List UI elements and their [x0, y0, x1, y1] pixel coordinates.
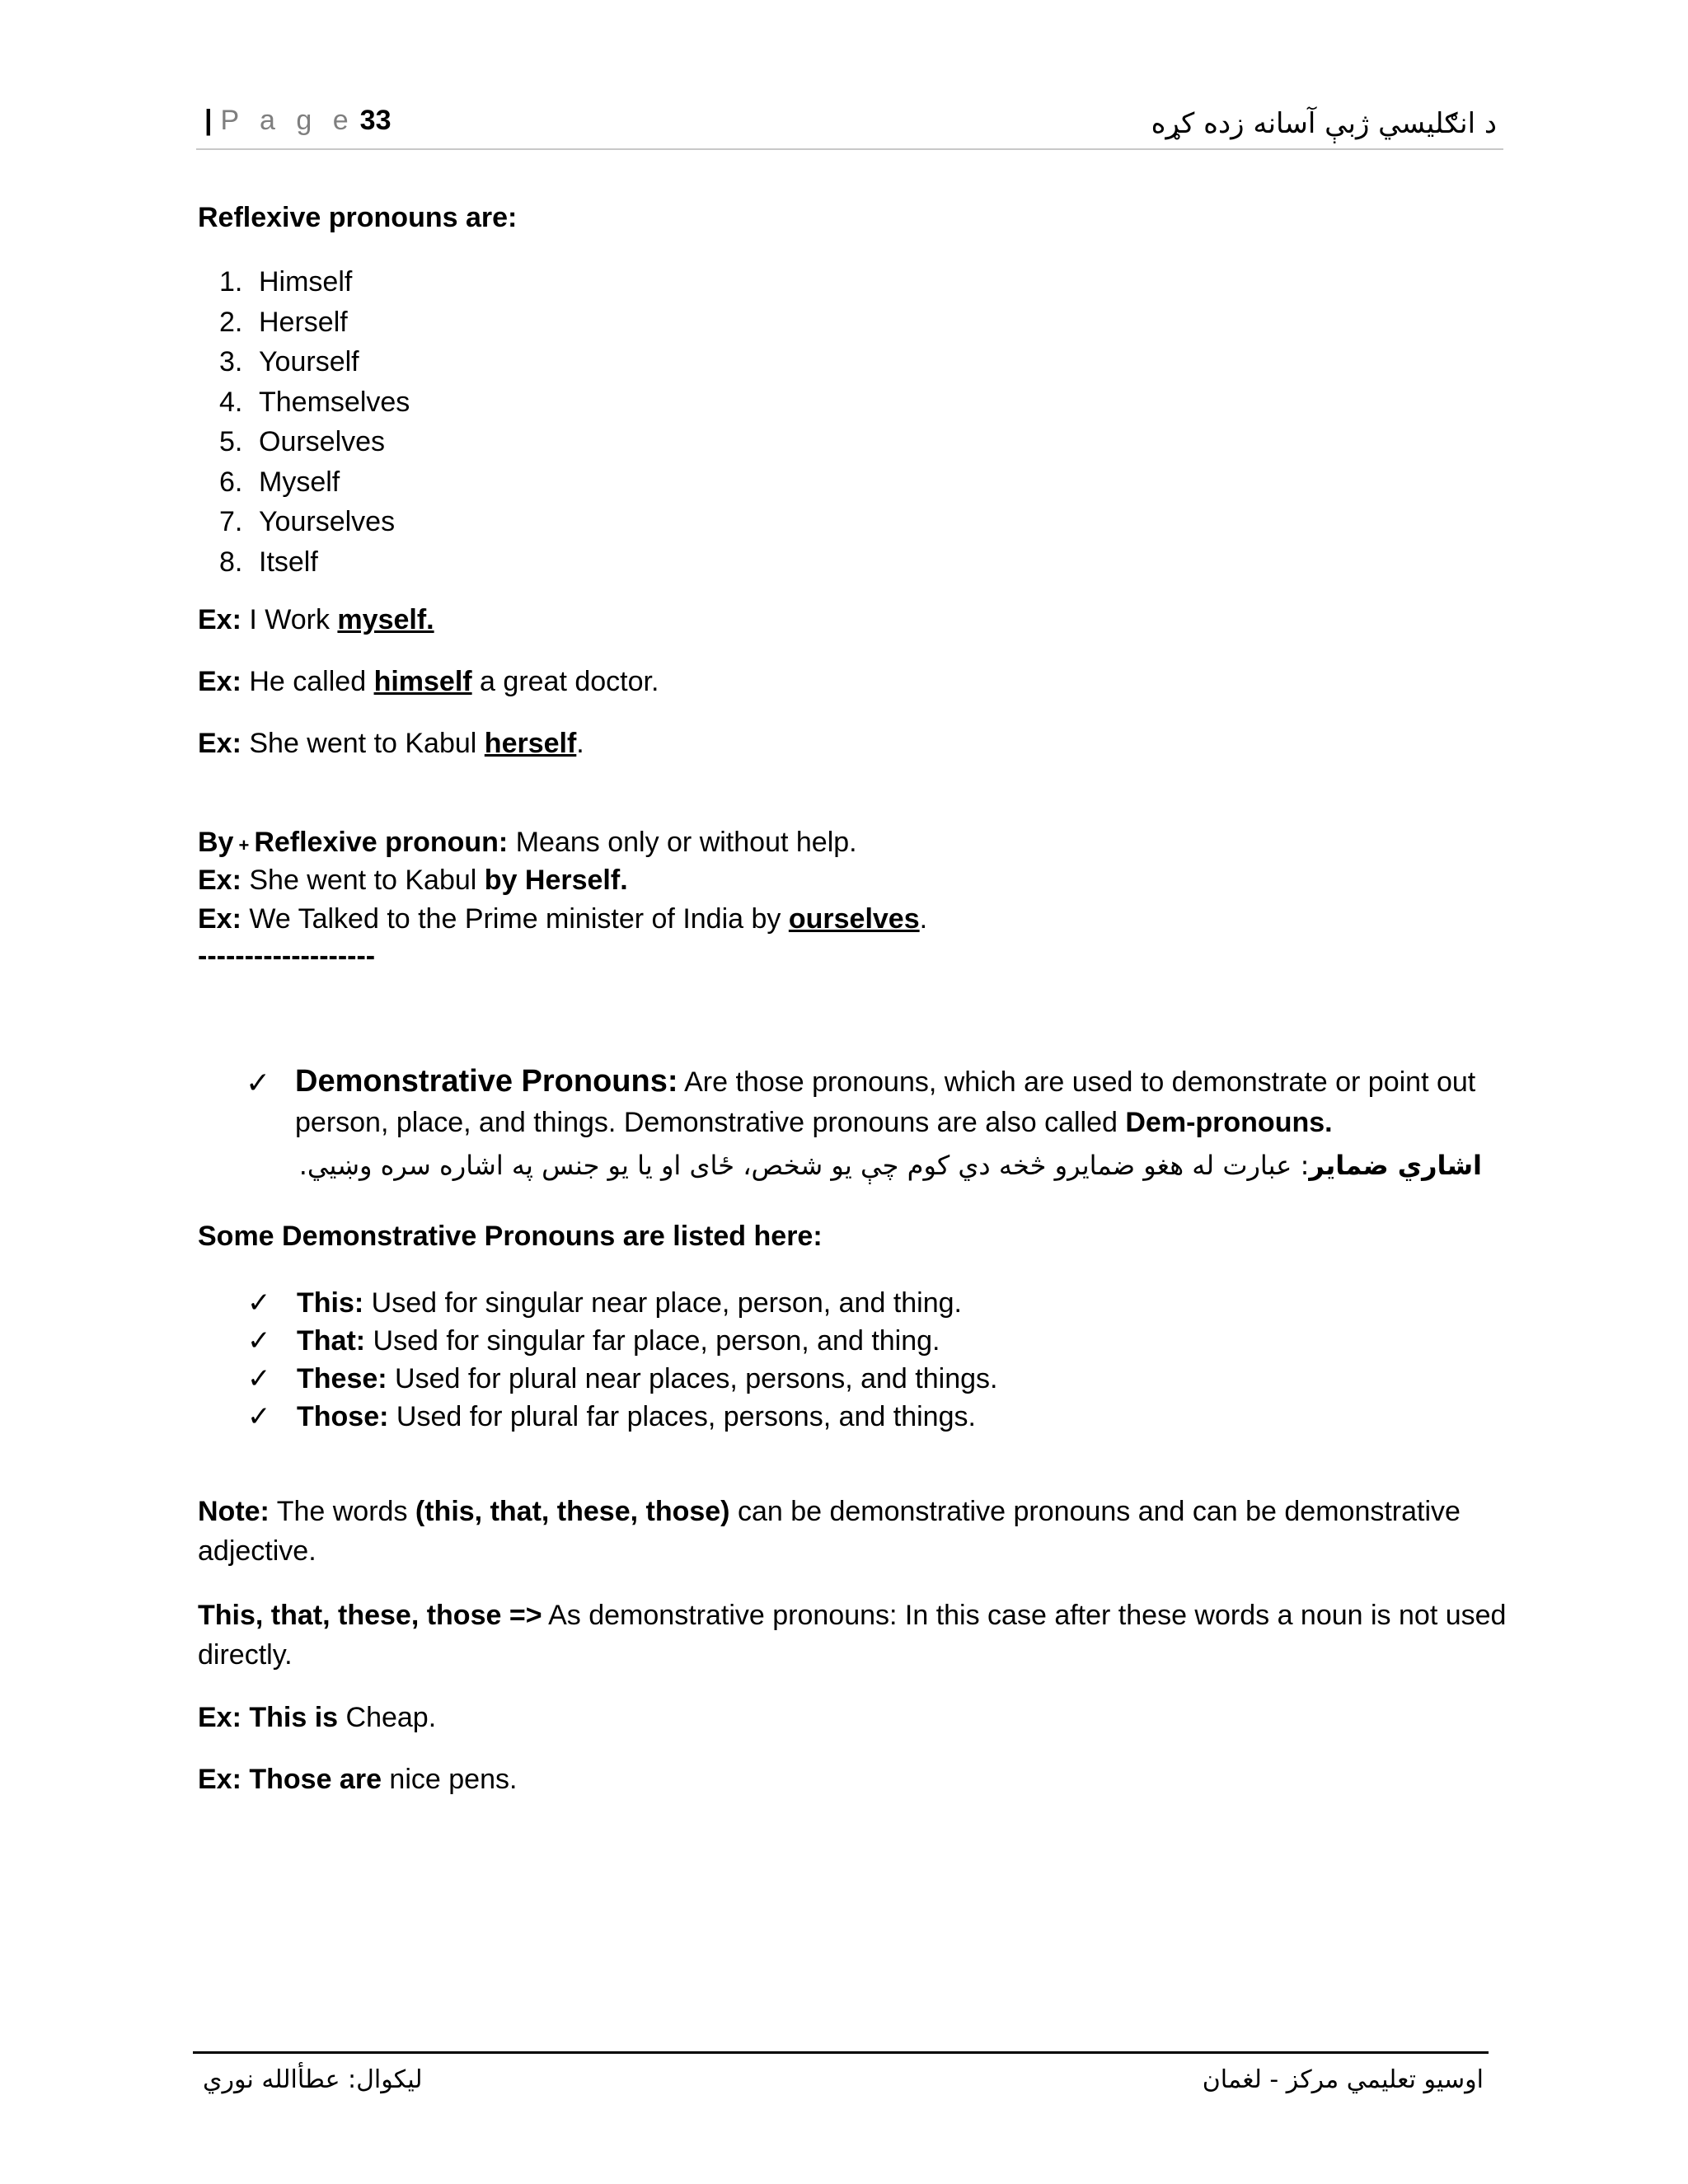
list-item: 1. Himself: [219, 266, 353, 298]
by-reflexive-example-2: Ex: We Talked to the Prime minister of India by ourselves.: [198, 903, 928, 935]
demonstrative-list: [247, 1284, 997, 1436]
section-divider: -------------------: [198, 940, 376, 972]
demonstrative-definition-line-1: Demonstrative Pronouns: Are those pronouns, which are used to demonstrate or point out: [295, 1064, 1476, 1099]
some-demonstrative-heading: Some Demonstrative Pronouns are listed here:: [198, 1221, 823, 1252]
reflexive-example-3: Ex: She went to Kabul herself.: [198, 728, 584, 759]
list-item: ✓ This: Used for singular near place, person, and thing.: [247, 1284, 997, 1322]
usage-line-2: directly.: [198, 1639, 293, 1671]
by-reflexive-example-1: Ex: She went to Kabul by Herself.: [198, 865, 628, 896]
list-item: 2. Herself: [219, 306, 348, 338]
header-page-number: 33: [359, 105, 392, 136]
checkmark-icon: ✓: [247, 1363, 271, 1394]
checkmark-icon: ✓: [247, 1287, 271, 1319]
reflexive-heading: Reflexive pronouns are:: [198, 202, 518, 233]
reflexive-list: [219, 262, 410, 582]
list-item: 6. Myself: [219, 466, 340, 498]
footer-divider: [193, 2051, 1489, 2054]
by-reflexive-definition: By + Reflexive pronoun: Means only or without help.: [198, 827, 857, 858]
list-item: ✓ These: Used for plural near places, persons, and things.: [247, 1360, 997, 1398]
demonstrative-example-1: Ex: This is Cheap.: [198, 1702, 437, 1733]
header-divider: [196, 148, 1503, 150]
pashto-definition: اشاري ضماير: عبارت له هغو ضمايرو څخه دي کوم چې يو شخص، ځاى او يا يو جنس په اشاره سره وښيي.: [298, 1150, 1482, 1181]
page-number-header: [204, 104, 391, 137]
footer-center-name: اوسيو تعليمي مرکز - لغمان: [1202, 2065, 1484, 2094]
list-item: 4. Themselves: [219, 386, 410, 418]
usage-line-1: This, that, these, those => As demonstrative pronouns: In this case after these words a noun is not used: [198, 1600, 1507, 1631]
reflexive-example-1: Ex: I Work myself.: [198, 604, 434, 635]
list-item: 7. Yourselves: [219, 506, 396, 537]
checkmark-icon: ✓: [246, 1066, 271, 1099]
note-line-1: Note: The words (this, that, these, those) can be demonstrative pronouns and can be demonstrative: [198, 1496, 1461, 1527]
list-item: 3. Yourself: [219, 346, 359, 377]
list-item: ✓ That: Used for singular far place, person, and thing.: [247, 1322, 997, 1360]
demonstrative-definition-line-2: person, place, and things. Demonstrative pronouns are also called Dem-pronouns.: [295, 1107, 1333, 1138]
demonstrative-example-2: Ex: Those are nice pens.: [198, 1764, 518, 1795]
checkmark-icon: ✓: [247, 1325, 271, 1357]
header-bar: |: [204, 105, 213, 136]
list-item: 8. Itself: [219, 546, 318, 578]
list-item: 5. Ourselves: [219, 426, 386, 457]
checkmark-icon: ✓: [247, 1401, 271, 1432]
book-title-header: د انګليسي ژبې آسانه زده کړه: [1151, 107, 1497, 140]
list-item: ✓ Those: Used for plural far places, persons, and things.: [247, 1398, 997, 1436]
demonstrative-title: Demonstrative Pronouns:: [295, 1064, 678, 1099]
reflexive-example-2: Ex: He called himself a great doctor.: [198, 666, 659, 697]
header-page-word: P a g e: [220, 105, 355, 136]
note-line-2: adjective.: [198, 1535, 316, 1567]
footer-author: ليکوال: عطأالله نوري: [203, 2065, 423, 2094]
